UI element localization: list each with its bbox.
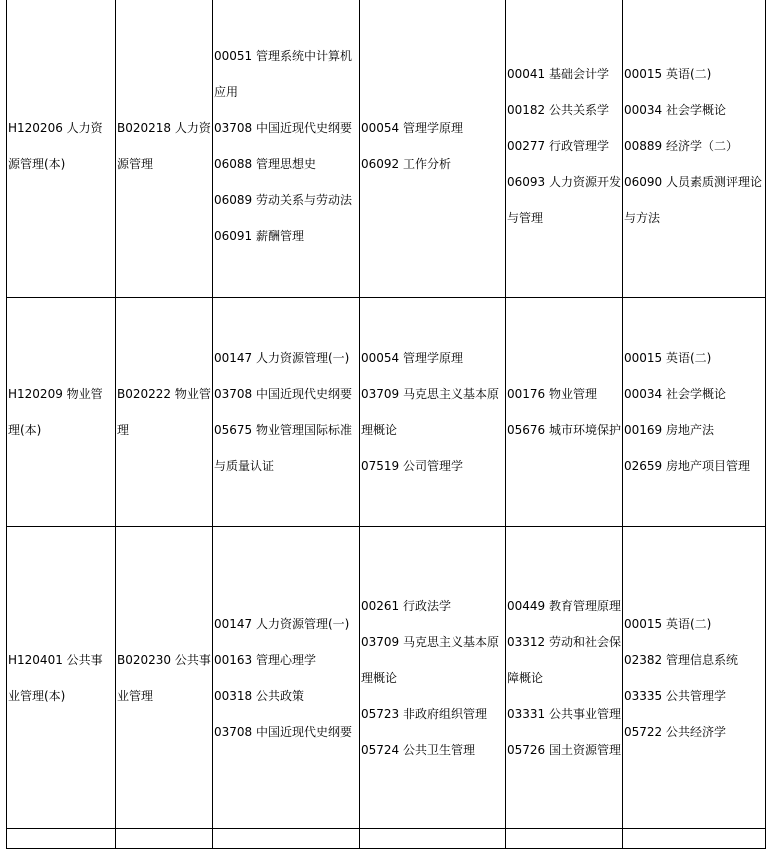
course-item: 00318 公共政策 bbox=[214, 688, 304, 703]
table-row bbox=[7, 829, 766, 849]
course-list-cell bbox=[623, 298, 766, 527]
course-item: 00449 教育管理原理 bbox=[507, 598, 621, 613]
course-list-cell bbox=[623, 0, 766, 298]
course-item: 06091 薪酬管理 bbox=[214, 229, 304, 243]
course-item: 03708 中国近现代史纲要 bbox=[214, 724, 352, 739]
course-item: 00051 管理系统中计算机应用 bbox=[214, 49, 352, 99]
empty-cell bbox=[213, 829, 360, 849]
course-item: 05723 非政府组织管理 bbox=[361, 706, 487, 721]
table-row bbox=[7, 0, 766, 298]
course-item: 03708 中国近现代史纲要 bbox=[214, 121, 352, 135]
course-item: 06088 管理思想史 bbox=[214, 157, 316, 171]
course-item: 00182 公共关系学 bbox=[507, 103, 609, 117]
major-cell bbox=[7, 0, 116, 298]
course-item: 00277 行政管理学 bbox=[507, 139, 609, 153]
course-item: 06090 人员素质测评理论与方法 bbox=[624, 175, 762, 225]
course-item: 05726 国土资源管理 bbox=[507, 742, 621, 757]
course-item: 00034 社会学概论 bbox=[624, 103, 726, 117]
course-item: 05724 公共卫生管理 bbox=[361, 742, 475, 757]
course-item: 05722 公共经济学 bbox=[624, 724, 726, 739]
major-cell bbox=[7, 298, 116, 527]
empty-cell bbox=[116, 829, 213, 849]
major-name: H120206 人力资源管理(本) bbox=[8, 121, 103, 171]
table-row bbox=[7, 527, 766, 829]
table-row bbox=[7, 298, 766, 527]
major-name: H120401 公共事业管理(本) bbox=[8, 652, 103, 703]
program-code: B020222 物业管理 bbox=[117, 387, 211, 437]
code-cell bbox=[116, 527, 213, 829]
course-item: 06092 工作分析 bbox=[361, 157, 451, 171]
course-item: 00176 物业管理 bbox=[507, 387, 597, 401]
empty-cell bbox=[360, 829, 506, 849]
course-item: 03709 马克思主义基本原理概论 bbox=[361, 387, 499, 437]
course-item: 07519 公司管理学 bbox=[361, 459, 463, 473]
course-item: 05675 物业管理国际标准与质量认证 bbox=[214, 423, 352, 473]
course-list-cell bbox=[360, 527, 506, 829]
code-cell bbox=[116, 298, 213, 527]
code-cell bbox=[116, 0, 213, 298]
course-list-cell bbox=[506, 527, 623, 829]
course-item: 03312 劳动和社会保障概论 bbox=[507, 634, 621, 685]
course-list-cell bbox=[213, 527, 360, 829]
course-item: 03335 公共管理学 bbox=[624, 688, 726, 703]
course-list-cell bbox=[360, 298, 506, 527]
course-table bbox=[6, 0, 766, 849]
empty-cell bbox=[506, 829, 623, 849]
course-item: 00889 经济学（二） bbox=[624, 139, 738, 153]
course-item: 06093 人力资源开发与管理 bbox=[507, 175, 621, 225]
course-item: 00261 行政法学 bbox=[361, 598, 451, 613]
empty-cell bbox=[7, 829, 116, 849]
course-item: 00015 英语(二) bbox=[624, 67, 712, 81]
course-list-cell bbox=[360, 0, 506, 298]
course-list-cell bbox=[623, 527, 766, 829]
course-item: 05676 城市环境保护 bbox=[507, 423, 621, 437]
course-item: 00015 英语(二) bbox=[624, 351, 712, 365]
course-list-cell bbox=[506, 298, 623, 527]
course-item: 03331 公共事业管理 bbox=[507, 706, 621, 721]
course-item: 00169 房地产法 bbox=[624, 423, 714, 437]
course-item: 06089 劳动关系与劳动法 bbox=[214, 193, 352, 207]
course-item: 00015 英语(二) bbox=[624, 616, 712, 631]
course-item: 00147 人力资源管理(一) bbox=[214, 351, 350, 365]
major-cell bbox=[7, 527, 116, 829]
course-item: 00034 社会学概论 bbox=[624, 387, 726, 401]
course-list-cell bbox=[213, 298, 360, 527]
empty-cell bbox=[623, 829, 766, 849]
course-item: 02659 房地产项目管理 bbox=[624, 459, 750, 473]
course-item: 00054 管理学原理 bbox=[361, 121, 463, 135]
course-item: 03709 马克思主义基本原理概论 bbox=[361, 634, 499, 685]
program-code: B020218 人力资源管理 bbox=[117, 121, 211, 171]
course-item: 00163 管理心理学 bbox=[214, 652, 316, 667]
course-item: 03708 中国近现代史纲要 bbox=[214, 387, 352, 401]
program-code: B020230 公共事业管理 bbox=[117, 652, 211, 703]
course-item: 02382 管理信息系统 bbox=[624, 652, 738, 667]
course-item: 00041 基础会计学 bbox=[507, 67, 609, 81]
course-list-cell bbox=[506, 0, 623, 298]
major-name: H120209 物业管理(本) bbox=[8, 387, 103, 437]
course-item: 00147 人力资源管理(一) bbox=[214, 616, 350, 631]
course-list-cell bbox=[213, 0, 360, 298]
course-item: 00054 管理学原理 bbox=[361, 351, 463, 365]
